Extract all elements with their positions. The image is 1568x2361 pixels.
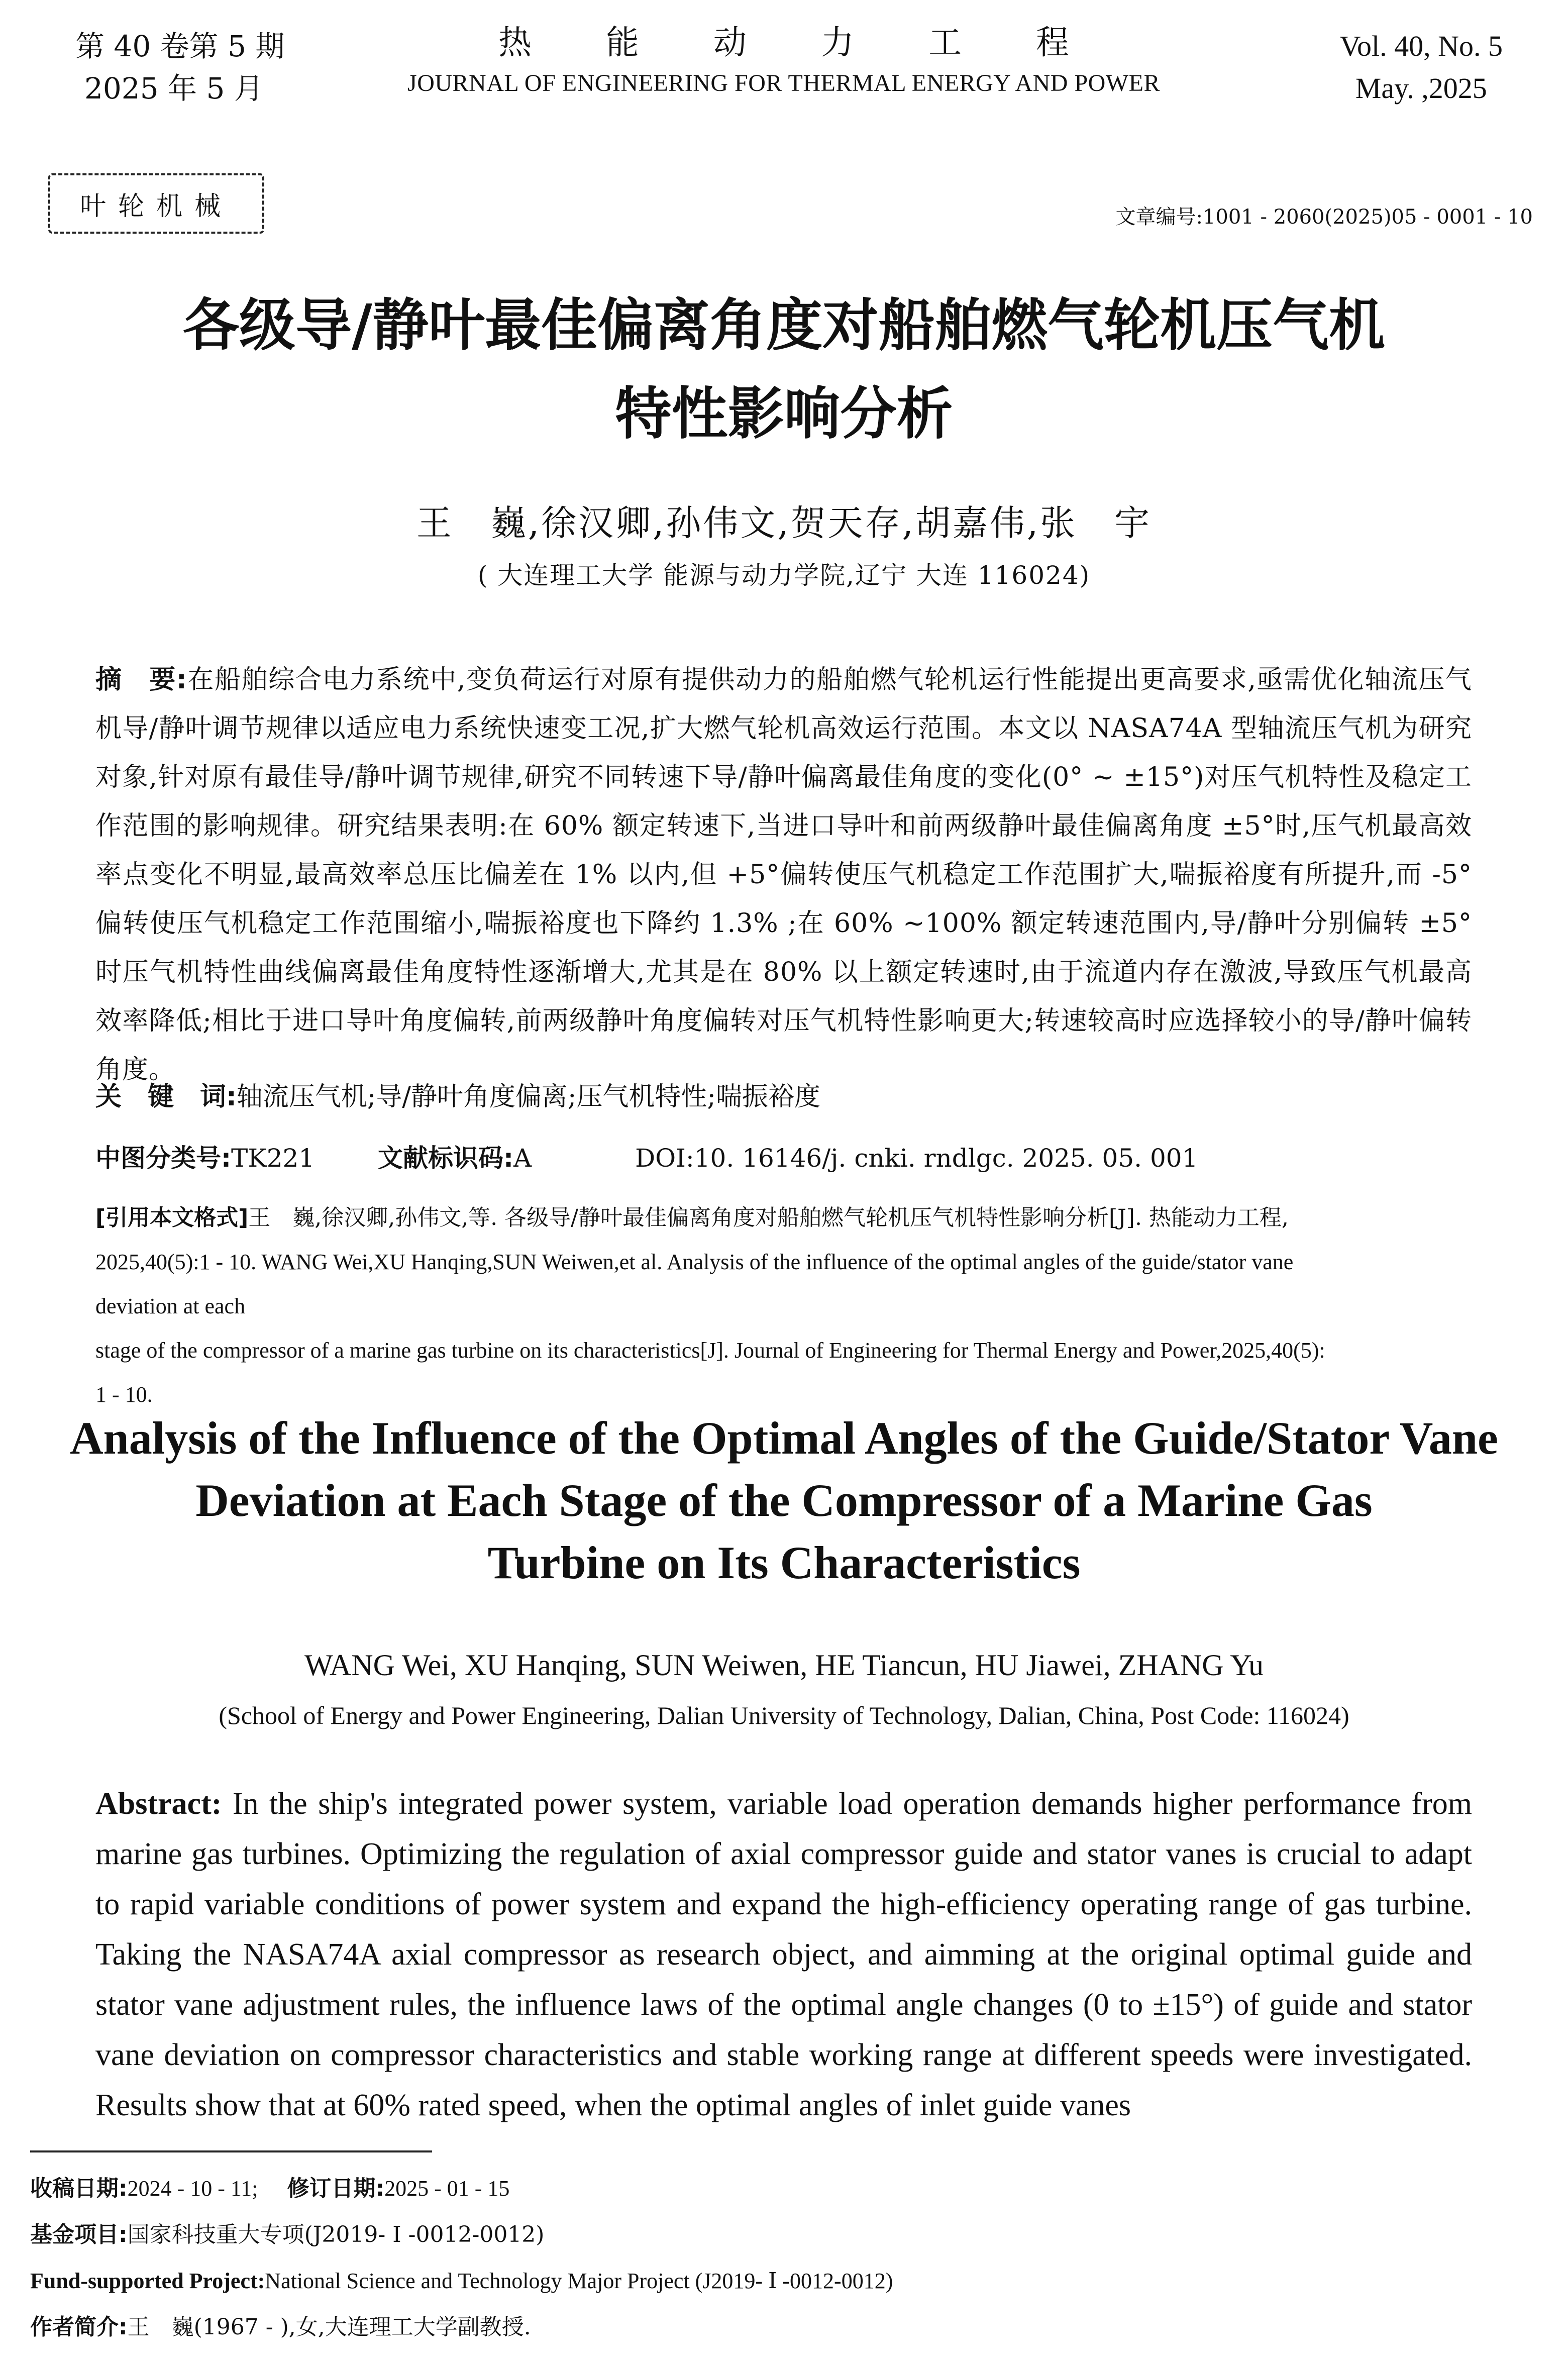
volume-en: Vol. 40, No. 5 (1339, 30, 1503, 62)
header-left (75, 25, 284, 110)
classification-line (95, 1138, 1472, 1174)
article-number: 文章编号:1001 - 2060(2025)05 - 0001 - 10 (1115, 206, 1533, 229)
header-right (1340, 25, 1503, 110)
keywords-cn-label: 关 键 词: (95, 1082, 237, 1112)
citation-block (95, 1196, 1472, 1417)
author-value: 王 巍(1967 - ),女,大连理工大学副教授. (127, 2314, 531, 2340)
revised-label: 修订日期: (287, 2176, 385, 2201)
footnotes (30, 2166, 1537, 2350)
affiliation-en: (School of Energy and Power Engineering, Dalian University of Technology, Dalian, China, Post Code: 116024) (219, 1701, 1349, 1729)
clc-label: 中图分类号: (95, 1144, 231, 1173)
title-en-line1: Analysis of the Influence of the Optimal Angles of the Guide/Stator Vane (70, 1412, 1498, 1464)
keywords-cn (95, 1075, 820, 1113)
abstract-cn (95, 656, 1472, 1094)
citation-line4: stage of the compressor of a marine gas turbine on its characteristics[J]. Journal of Engineering for Thermal Energy and Power,2025,40(5): (95, 1338, 1325, 1363)
received-value: 2024 - 10 - 11; (127, 2176, 258, 2201)
keywords-cn-text: 轴流压气机;导/静叶角度偏离;压气机特性;喘振裕度 (236, 1082, 820, 1112)
issue-cn: 第 40 卷第 5 期 (75, 29, 285, 63)
title-cn-line1: 各级导/静叶最佳偏离角度对船舶燃气轮机压气机 (183, 293, 1385, 358)
abstract-en-text: In the ship's integrated power system, variable load operation demands higher performance from marine gas turbines. Optimizing the regulation of axial compressor guide and stator vanes is crucial to adapt to rapid variable conditions of power system and expand the high-efficiency operating range of gas turbine. Taking the NASA74A axial compressor as research object, and aimming at the original optimal guide and stator vane adjustment rules, the influence laws of the optimal angle changes (0 to ±15°) of guide and stator vane deviation on compressor characteristics and stable working range at different speeds were investigated. Results show that at 60% rated speed, when the optimal angles of inlet guide vanes (95, 1787, 1472, 2122)
footnote-dates (30, 2166, 1537, 2212)
date-cn: 2025 年 5 月 (84, 71, 263, 106)
column-label: 叶轮机械 (48, 173, 264, 234)
clc-value: TK221 (231, 1144, 315, 1173)
revised-value: 2025 - 01 - 15 (384, 2176, 510, 2201)
title-cn-line2: 特性影响分析 (615, 381, 953, 447)
fund-en-value: National Science and Technology Major Project (J2019- Ⅰ -0012-0012) (265, 2269, 893, 2293)
doi: DOI:10. 16146/j. cnki. rndlgc. 2025. 05. 001 (635, 1144, 1198, 1173)
footnote-fund-cn (30, 2212, 1537, 2258)
title-en (50, 1407, 1518, 1594)
citation-label: [引用本文格式] (95, 1205, 249, 1230)
title-en-line2: Deviation at Each Stage of the Compressor of a Marine Gas (195, 1475, 1373, 1526)
citation-line1-text: 王 巍,徐汉卿,孙伟文,等. 各级导/静叶最佳偏离角度对船舶燃气轮机压气机特性影响分析[J]. 热能动力工程, (248, 1205, 1289, 1230)
footnote-divider (30, 2150, 432, 2152)
doc-code (378, 1144, 532, 1173)
abstract-cn-label: 摘 要: (95, 665, 187, 695)
footnote-author (30, 2304, 1537, 2350)
journal-title-en: JOURNAL OF ENGINEERING FOR THERMAL ENERGY AND POWER (407, 70, 1160, 96)
authors-cn: 王 巍,徐汉卿,孙伟文,贺天存,胡嘉伟,张 宇 (416, 502, 1152, 544)
citation-line1 (95, 1196, 1472, 1240)
affiliation-cn: ( 大连理工大学 能源与动力学院,辽宁 大连 116024) (477, 561, 1091, 590)
date-en: May. ,2025 (1355, 72, 1487, 105)
title-cn (50, 281, 1518, 458)
author-label: 作者简介: (30, 2314, 128, 2340)
journal-title-cn: 热能动力工程 (498, 23, 1143, 62)
abstract-en-label: Abstract: (95, 1787, 222, 1821)
abstract-cn-text: 在船舶综合电力系统中,变负荷运行对原有提供动力的船舶燃气轮机运行性能提出更高要求,亟需优化轴流压气机导/静叶调节规律以适应电力系统快速变工况,扩大燃气轮机高效运行范围。本文以 NASA74A 型轴流压气机为研究对象,针对原有最佳导/静叶调节规律,研究不同转速下导/静叶偏离最佳角度的变化(0° ~ ±15°)对压气机特性及稳定工作范围的影响规律。研究结果表明:在 60% 额定转速下,当进口导叶和前两级静叶最佳偏离角度 ±5°时,压气机最高效率点变化不明显,最高效率总压比偏差在 1% 以内,但 +5°偏转使压气机稳定工作范围扩大,喘振裕度有所提升,而 -5°偏转使压气机稳定工作范围缩小,喘振裕度也下降约 1.3% ;在 60% ~100% 额定转速范围内,导/静叶分别偏转 ±5°时压气机特性曲线偏离最佳角度特性逐渐增大,尤其是在 80% 以上额定转速时,由于流道内存在激波,导致压气机最高效率降低;相比于进口导叶角度偏转,前两级静叶角度偏转对压气机特性影响更大;转速较高时应选择较小的导/静叶偏转角度。 (95, 665, 1473, 1085)
footnote-fund-en (30, 2258, 1537, 2304)
fund-cn-label: 基金项目: (30, 2222, 128, 2247)
header-center (352, 20, 1216, 101)
doc-code-label: 文献标识码: (378, 1144, 514, 1173)
fund-cn-value: 国家科技重大专项(J2019- Ⅰ -0012-0012) (127, 2222, 545, 2247)
citation-line2: 2025,40(5):1 - 10. WANG Wei,XU Hanqing,SUN Weiwen,et al. Analysis of the influence of the optimal angles of the guide/stator vane (95, 1250, 1294, 1274)
citation-line5: 1 - 10. (95, 1382, 153, 1407)
citation-line3: deviation at each (95, 1294, 246, 1318)
fund-en-label: Fund-supported Project: (30, 2269, 265, 2293)
authors-en: WANG Wei, XU Hanqing, SUN Weiwen, HE Tiancun, HU Jiawei, ZHANG Yu (304, 1649, 1264, 1682)
title-en-line3: Turbine on Its Characteristics (487, 1537, 1081, 1588)
received-label: 收稿日期: (30, 2176, 128, 2201)
abstract-en (95, 1779, 1472, 2130)
clc (95, 1144, 315, 1173)
doc-code-value: A (513, 1144, 532, 1173)
